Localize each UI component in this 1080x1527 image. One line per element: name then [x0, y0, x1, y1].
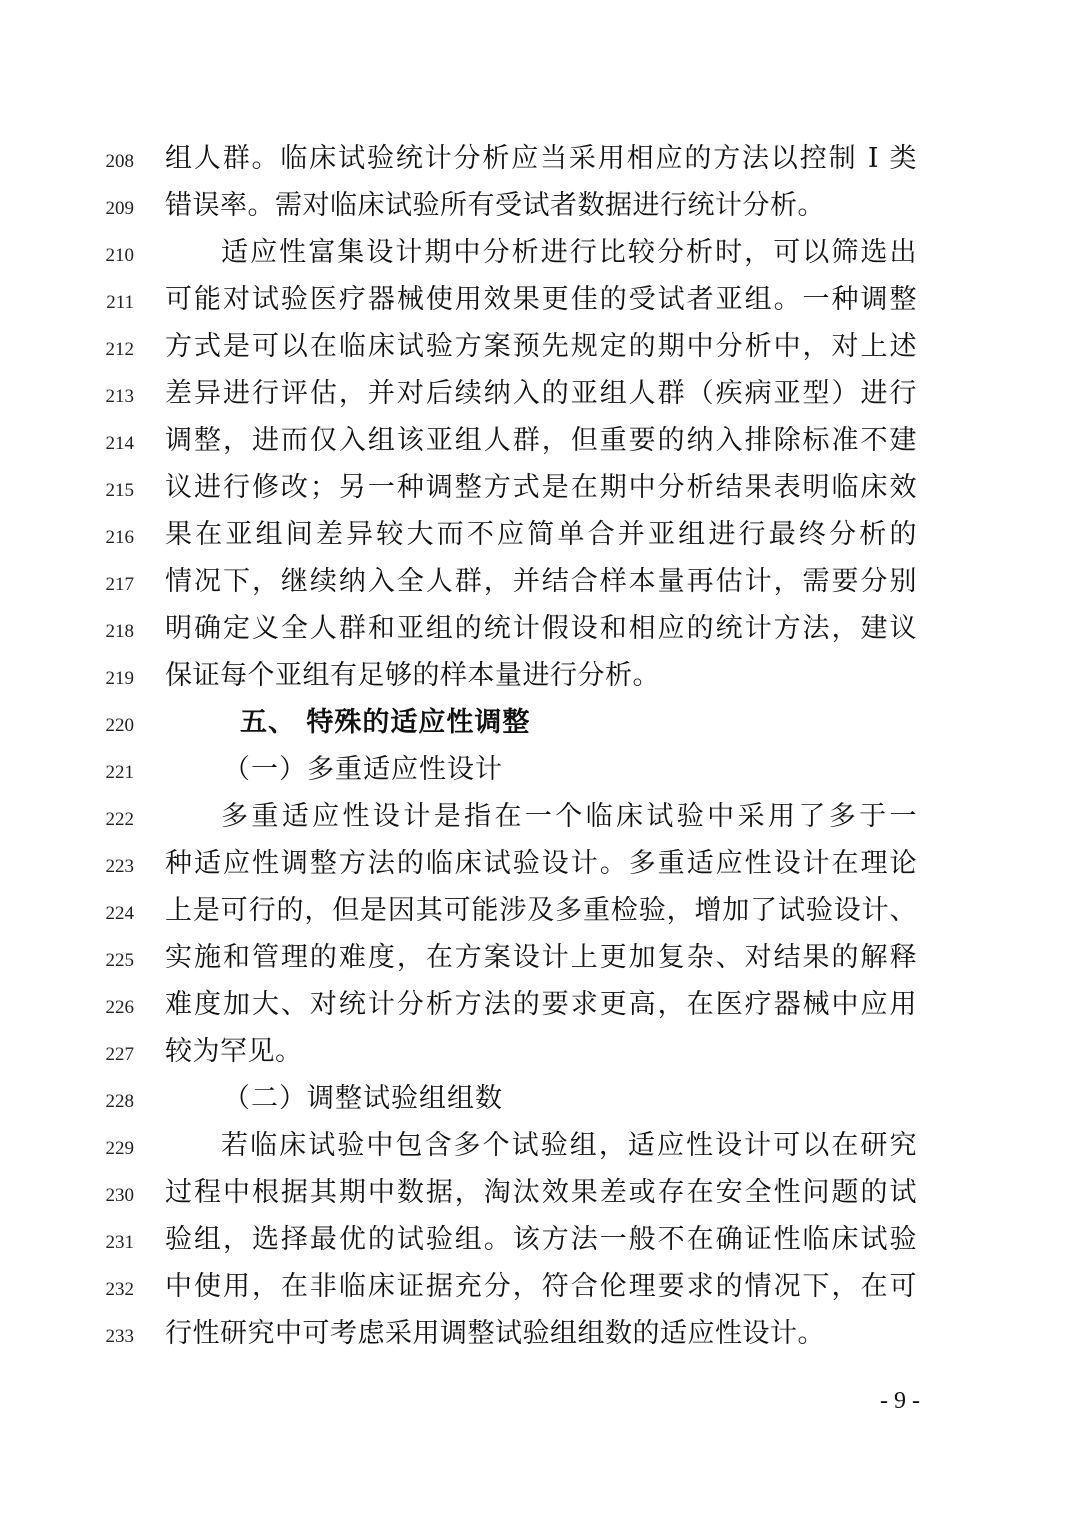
line-number: 233 [105, 1326, 134, 1347]
line-number: 230 [105, 1185, 134, 1206]
document-line [0, 705, 1080, 745]
body-text: 保证每个亚组有足够的样本量进行分析。 [165, 660, 660, 691]
document-line [0, 1128, 1080, 1168]
body-text: 中使用，在非临床证据充分，符合伦理要求的情况下，在可 [165, 1271, 917, 1302]
document-line [0, 658, 1080, 698]
line-number: 210 [105, 245, 134, 266]
subsection-heading: （二）调整试验组组数 [223, 1083, 503, 1114]
line-number: 218 [105, 621, 134, 642]
document-line [0, 1316, 1080, 1356]
document-line [0, 517, 1080, 557]
line-number: 228 [105, 1091, 134, 1112]
body-text: 若临床试验中包含多个试验组，适应性设计可以在研究 [221, 1130, 917, 1161]
body-text: 上是可行的，但是因其可能涉及多重检验，增加了试验设计、 [165, 895, 917, 926]
document-line [0, 752, 1080, 792]
line-number: 220 [105, 715, 134, 736]
body-text: 明确定义全人群和亚组的统计假设和相应的统计方法，建议 [165, 613, 917, 644]
document-line [0, 1175, 1080, 1215]
body-text: 种适应性调整方法的临床试验设计。多重适应性设计在理论 [165, 848, 917, 879]
line-number: 217 [105, 574, 134, 595]
line-number: 209 [105, 198, 134, 219]
line-number: 229 [105, 1138, 134, 1159]
document-line [0, 893, 1080, 933]
body-text: 错误率。需对临床试验所有受试者数据进行统计分析。 [165, 190, 825, 221]
line-number: 208 [105, 151, 134, 172]
body-text: 可能对试验医疗器械使用效果更佳的受试者亚组。一种调整 [165, 284, 917, 315]
page-number: - 9 - [880, 1388, 920, 1414]
line-number: 216 [105, 527, 134, 548]
body-text: 多重适应性设计是指在一个临床试验中采用了多于一 [221, 801, 917, 832]
document-line [0, 940, 1080, 980]
line-number: 226 [105, 997, 134, 1018]
body-text: 实施和管理的难度，在方案设计上更加复杂、对结果的解释 [165, 942, 917, 973]
line-number: 221 [105, 762, 134, 783]
line-number: 227 [105, 1044, 134, 1065]
body-text: 验组，选择最优的试验组。该方法一般不在确证性临床试验 [165, 1224, 917, 1255]
body-text: 组人群。临床试验统计分析应当采用相应的方法以控制 I 类 [165, 143, 917, 174]
line-number: 211 [106, 292, 134, 313]
line-number: 213 [105, 386, 134, 407]
document-line [0, 470, 1080, 510]
line-number: 219 [105, 668, 134, 689]
body-text: 较为罕见。 [165, 1036, 303, 1067]
document-line [0, 564, 1080, 604]
body-text: 调整，进而仅入组该亚组人群，但重要的纳入排除标准不建 [165, 425, 917, 456]
document-line [0, 1081, 1080, 1121]
line-number: 232 [105, 1279, 134, 1300]
line-number: 214 [105, 433, 134, 454]
body-text: 果在亚组间差异较大而不应简单合并亚组进行最终分析的 [165, 519, 917, 550]
line-number: 215 [105, 480, 134, 501]
body-text: 方式是可以在临床试验方案预先规定的期中分析中，对上述 [165, 331, 917, 362]
document-line [0, 141, 1080, 181]
document-line [0, 1034, 1080, 1074]
section-heading: 五、 特殊的适应性调整 [240, 707, 531, 738]
document-line [0, 235, 1080, 275]
line-number: 224 [105, 903, 134, 924]
line-number: 223 [105, 856, 134, 877]
document-line [0, 1222, 1080, 1262]
line-number: 225 [105, 950, 134, 971]
body-text: 过程中根据其期中数据，淘汰效果差或存在安全性问题的试 [165, 1177, 917, 1208]
body-text: 差异进行评估，并对后续纳入的亚组人群（疾病亚型）进行 [165, 378, 917, 409]
body-text: 议进行修改；另一种调整方式是在期中分析结果表明临床效 [165, 472, 917, 503]
document-line [0, 611, 1080, 651]
document-line [0, 987, 1080, 1027]
body-text: 情况下，继续纳入全人群，并结合样本量再估计，需要分别 [165, 566, 917, 597]
document-line [0, 846, 1080, 886]
document-line [0, 423, 1080, 463]
document-line [0, 282, 1080, 322]
document-line [0, 1269, 1080, 1309]
document-line [0, 329, 1080, 369]
body-text: 适应性富集设计期中分析进行比较分析时，可以筛选出 [221, 237, 917, 268]
line-number: 212 [105, 339, 134, 360]
body-text: 行性研究中可考虑采用调整试验组组数的适应性设计。 [165, 1318, 825, 1349]
line-number: 231 [105, 1232, 134, 1253]
subsection-heading: （一）多重适应性设计 [223, 754, 503, 785]
body-text: 难度加大、对统计分析方法的要求更高，在医疗器械中应用 [165, 989, 917, 1020]
document-line [0, 799, 1080, 839]
line-number: 222 [105, 809, 134, 830]
document-line [0, 376, 1080, 416]
document-line [0, 188, 1080, 228]
